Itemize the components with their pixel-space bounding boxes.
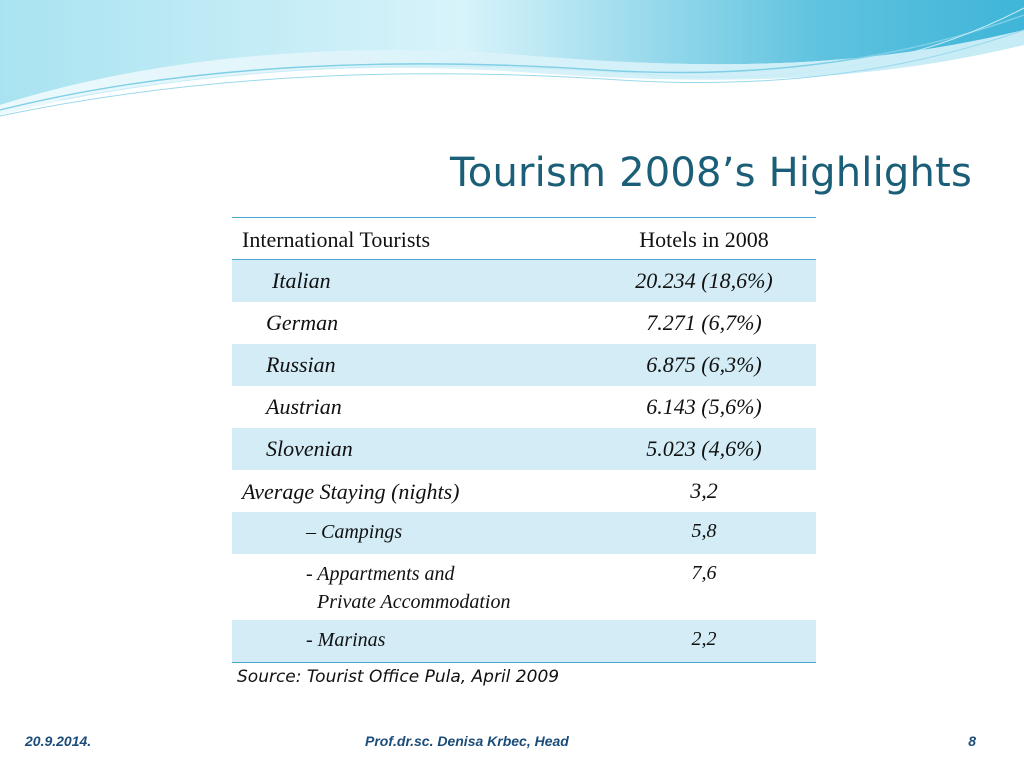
- row-label-line2: Private Accommodation: [317, 591, 511, 613]
- row-value: 7.271 (6,7%): [646, 310, 762, 335]
- table-row: [232, 302, 816, 344]
- row-label: Average Staying (nights): [242, 479, 460, 504]
- table-header-row: [232, 218, 816, 260]
- source-note: Source: Tourist Office Pula, April 2009: [237, 667, 560, 687]
- footer-author: Prof.dr.sc. Denisa Krbec, Head: [365, 733, 569, 749]
- table-row: [232, 260, 816, 302]
- row-label: Russian: [266, 352, 336, 377]
- row-value: 5,8: [691, 520, 717, 542]
- row-label: German: [266, 310, 339, 335]
- footer-page-number: 8: [968, 733, 976, 749]
- row-label-line1: - Appartments and: [306, 563, 455, 585]
- table-row: [232, 620, 816, 662]
- row-value: 5.023 (4,6%): [646, 436, 762, 461]
- row-value: 6.143 (5,6%): [646, 394, 762, 419]
- table-row: [232, 512, 816, 554]
- row-label: - Marinas: [306, 629, 386, 651]
- row-label: – Campings: [306, 521, 403, 543]
- row-label: Austrian: [266, 394, 342, 419]
- row-value: 2,2: [691, 628, 717, 650]
- row-value: 3,2: [690, 478, 718, 503]
- table-row: [232, 554, 816, 620]
- table-row: [232, 428, 816, 470]
- row-label: Slovenian: [266, 436, 353, 461]
- table-row: [232, 470, 816, 512]
- row-label: Italian: [272, 268, 331, 293]
- footer-date: 20.9.2014.: [25, 733, 92, 749]
- highlights-table: [232, 217, 816, 663]
- row-label: [306, 560, 510, 616]
- row-value: 7,6: [691, 562, 717, 584]
- slide-title: Tourism 2008’s Highlights: [449, 150, 972, 196]
- header-hotels-2008: Hotels in 2008: [639, 227, 769, 252]
- header-international-tourists: International Tourists: [242, 227, 431, 252]
- table-row: [232, 386, 816, 428]
- row-value: 6.875 (6,3%): [646, 352, 762, 377]
- decorative-wave-header: [0, 0, 1024, 130]
- table-row: [232, 344, 816, 386]
- row-value: 20.234 (18,6%): [635, 268, 773, 293]
